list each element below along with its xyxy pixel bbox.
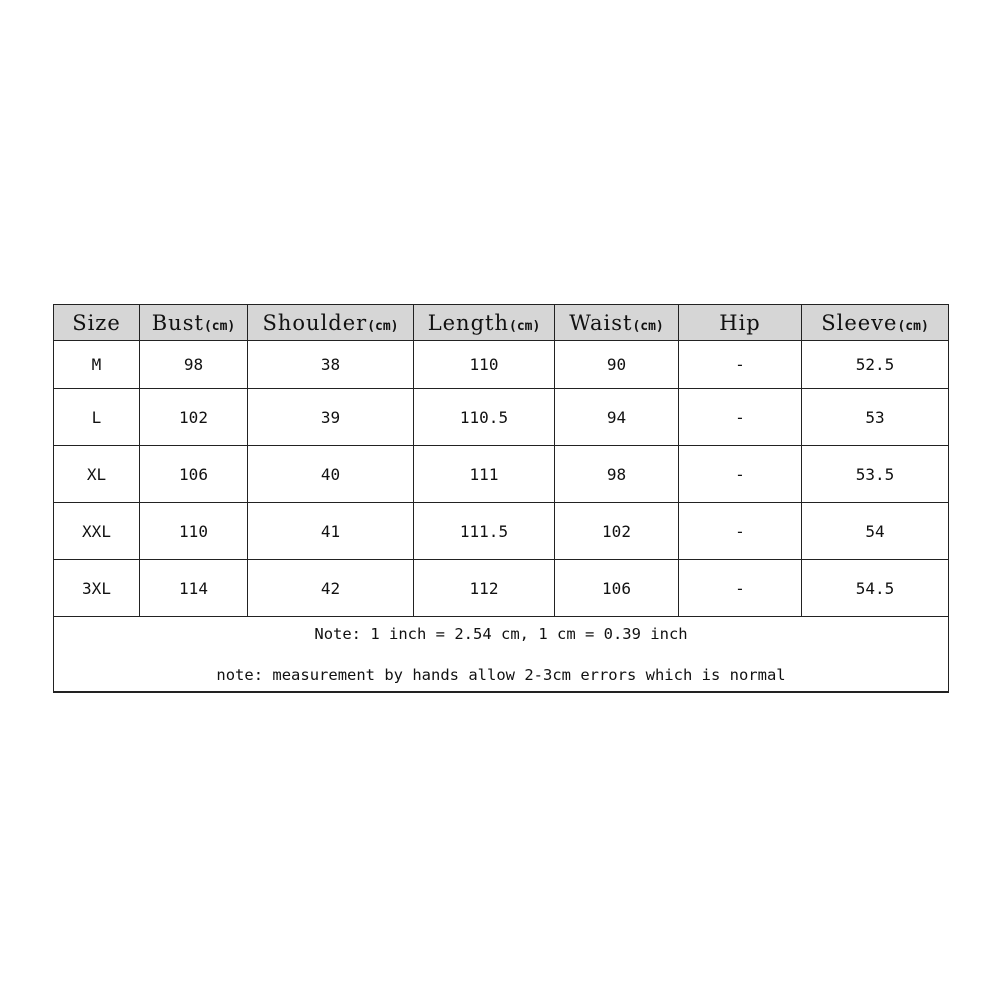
header-hip: Hip [679, 305, 802, 341]
cell-bust: 102 [140, 389, 248, 446]
cell-length: 110.5 [414, 389, 555, 446]
table-row [54, 503, 949, 560]
cell-shoulder: 40 [248, 446, 414, 503]
cell-size: XXL [54, 503, 140, 560]
cell-length: 111.5 [414, 503, 555, 560]
conversion-note: Note: 1 inch = 2.54 cm, 1 cm = 0.39 inch [314, 624, 688, 643]
table-row [54, 560, 949, 617]
cell-length: 110 [414, 341, 555, 389]
cell-bust: 98 [140, 341, 248, 389]
cell-sleeve: 54 [802, 503, 949, 560]
cell-waist: 98 [555, 446, 679, 503]
table-row [54, 389, 949, 446]
cell-hip: - [679, 389, 802, 446]
header-length: Length(cm) [414, 305, 555, 341]
cell-sleeve: 54.5 [802, 560, 949, 617]
table-row [54, 341, 949, 389]
cell-shoulder: 42 [248, 560, 414, 617]
cell-size: L [54, 389, 140, 446]
cell-sleeve: 53 [802, 389, 949, 446]
cell-size: M [54, 341, 140, 389]
header-waist: Waist(cm) [555, 305, 679, 341]
header-bust: Bust(cm) [140, 305, 248, 341]
cell-hip: - [679, 446, 802, 503]
table-header-row [54, 305, 949, 341]
table-row [54, 446, 949, 503]
header-size: Size [54, 305, 140, 341]
header-sleeve: Sleeve(cm) [802, 305, 949, 341]
cell-length: 112 [414, 560, 555, 617]
cell-bust: 110 [140, 503, 248, 560]
size-chart-table [53, 304, 949, 693]
cell-bust: 106 [140, 446, 248, 503]
cell-waist: 106 [555, 560, 679, 617]
cell-hip: - [679, 503, 802, 560]
cell-waist: 90 [555, 341, 679, 389]
header-shoulder: Shoulder(cm) [248, 305, 414, 341]
cell-sleeve: 52.5 [802, 341, 949, 389]
cell-waist: 102 [555, 503, 679, 560]
cell-bust: 114 [140, 560, 248, 617]
notes-cell [54, 617, 949, 693]
cell-hip: - [679, 560, 802, 617]
notes-row [54, 617, 949, 693]
cell-waist: 94 [555, 389, 679, 446]
cell-length: 111 [414, 446, 555, 503]
measurement-note: note: measurement by hands allow 2-3cm errors which is normal [216, 666, 786, 684]
cell-shoulder: 41 [248, 503, 414, 560]
cell-size: XL [54, 446, 140, 503]
cell-size: 3XL [54, 560, 140, 617]
cell-shoulder: 38 [248, 341, 414, 389]
cell-hip: - [679, 341, 802, 389]
cell-shoulder: 39 [248, 389, 414, 446]
cell-sleeve: 53.5 [802, 446, 949, 503]
